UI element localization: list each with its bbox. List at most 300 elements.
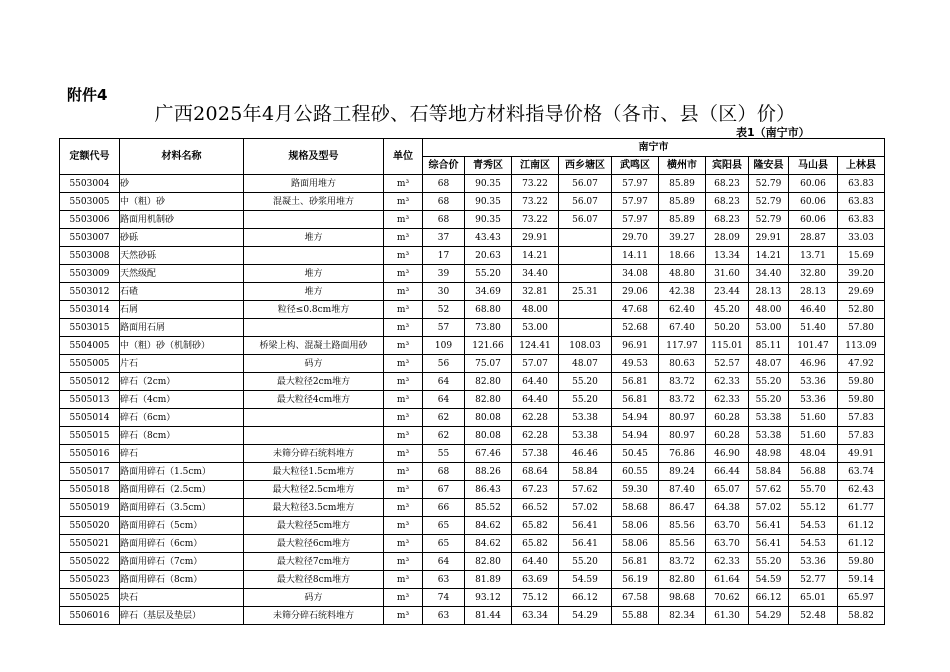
cell-price: 29.91 bbox=[512, 229, 559, 247]
table-row bbox=[60, 391, 885, 409]
cell-spec: 路面用堆方 bbox=[244, 175, 384, 193]
cell-spec: 最大粒径5cm堆方 bbox=[244, 517, 384, 535]
cell-price: 65.07 bbox=[706, 481, 749, 499]
cell-price: 46.40 bbox=[789, 301, 838, 319]
cell-price: 57.97 bbox=[612, 175, 659, 193]
cell-price: 55.12 bbox=[789, 499, 838, 517]
cell-price: 39.27 bbox=[659, 229, 706, 247]
cell-price: 48.00 bbox=[512, 301, 559, 319]
cell-unit: m³ bbox=[384, 373, 423, 391]
header-column: 综合价 bbox=[423, 157, 465, 175]
cell-price: 85.89 bbox=[659, 175, 706, 193]
table-row bbox=[60, 211, 885, 229]
cell-spec bbox=[244, 247, 384, 265]
cell-price: 61.77 bbox=[838, 499, 885, 517]
cell-price: 42.38 bbox=[659, 283, 706, 301]
cell-spec bbox=[244, 409, 384, 427]
cell-price: 53.38 bbox=[749, 409, 789, 427]
cell-price: 96.91 bbox=[612, 337, 659, 355]
cell-price: 90.35 bbox=[465, 175, 512, 193]
cell-price: 90.35 bbox=[465, 211, 512, 229]
cell-price: 33.03 bbox=[838, 229, 885, 247]
cell-price: 52.79 bbox=[749, 193, 789, 211]
table-row bbox=[60, 553, 885, 571]
cell-price: 48.07 bbox=[559, 355, 612, 373]
cell-price: 62.33 bbox=[706, 553, 749, 571]
header-column: 宾阳县 bbox=[706, 157, 749, 175]
price-table bbox=[59, 138, 885, 625]
cell-price: 84.62 bbox=[465, 517, 512, 535]
cell-price: 18.66 bbox=[659, 247, 706, 265]
table-row bbox=[60, 265, 885, 283]
cell-price: 68.23 bbox=[706, 211, 749, 229]
cell-composite-price: 63 bbox=[423, 571, 465, 589]
cell-price: 29.70 bbox=[612, 229, 659, 247]
cell-price: 82.80 bbox=[465, 373, 512, 391]
cell-price: 29.91 bbox=[749, 229, 789, 247]
cell-price: 56.07 bbox=[559, 211, 612, 229]
cell-price: 57.83 bbox=[838, 427, 885, 445]
cell-code: 5505017 bbox=[60, 463, 120, 481]
header-column: 青秀区 bbox=[465, 157, 512, 175]
cell-price: 81.89 bbox=[465, 571, 512, 589]
cell-code: 5505021 bbox=[60, 535, 120, 553]
cell-unit: m³ bbox=[384, 175, 423, 193]
cell-price: 57.62 bbox=[749, 481, 789, 499]
cell-composite-price: 64 bbox=[423, 553, 465, 571]
cell-unit: m³ bbox=[384, 427, 423, 445]
cell-price: 32.80 bbox=[789, 265, 838, 283]
cell-name: 碎石（8cm） bbox=[120, 427, 244, 445]
cell-price: 57.62 bbox=[559, 481, 612, 499]
cell-price: 53.36 bbox=[789, 391, 838, 409]
cell-price: 55.20 bbox=[559, 391, 612, 409]
cell-price: 49.91 bbox=[838, 445, 885, 463]
cell-price: 80.08 bbox=[465, 427, 512, 445]
cell-spec: 码方 bbox=[244, 355, 384, 373]
cell-code: 5503004 bbox=[60, 175, 120, 193]
cell-price: 57.02 bbox=[559, 499, 612, 517]
cell-name: 路面用碎石（7cm） bbox=[120, 553, 244, 571]
cell-price: 62.40 bbox=[659, 301, 706, 319]
cell-price: 64.38 bbox=[706, 499, 749, 517]
cell-price: 63.83 bbox=[838, 193, 885, 211]
cell-price: 67.23 bbox=[512, 481, 559, 499]
cell-price: 53.38 bbox=[559, 409, 612, 427]
cell-price: 80.63 bbox=[659, 355, 706, 373]
cell-price: 52.80 bbox=[838, 301, 885, 319]
cell-unit: m³ bbox=[384, 589, 423, 607]
cell-price: 51.40 bbox=[789, 319, 838, 337]
cell-price: 83.72 bbox=[659, 553, 706, 571]
cell-price: 67.46 bbox=[465, 445, 512, 463]
cell-code: 5503009 bbox=[60, 265, 120, 283]
cell-price bbox=[559, 265, 612, 283]
cell-price: 54.59 bbox=[559, 571, 612, 589]
cell-price: 85.52 bbox=[465, 499, 512, 517]
cell-price bbox=[559, 301, 612, 319]
cell-price: 59.14 bbox=[838, 571, 885, 589]
cell-name: 石屑 bbox=[120, 301, 244, 319]
cell-price: 58.82 bbox=[838, 607, 885, 625]
cell-price: 80.97 bbox=[659, 427, 706, 445]
cell-price: 53.36 bbox=[789, 553, 838, 571]
cell-price: 73.22 bbox=[512, 175, 559, 193]
cell-price: 101.47 bbox=[789, 337, 838, 355]
header-column: 隆安县 bbox=[749, 157, 789, 175]
cell-price: 66.52 bbox=[512, 499, 559, 517]
table-row bbox=[60, 283, 885, 301]
table-row bbox=[60, 463, 885, 481]
cell-price: 62.28 bbox=[512, 409, 559, 427]
cell-price: 56.41 bbox=[749, 535, 789, 553]
header-column: 西乡塘区 bbox=[559, 157, 612, 175]
table-row bbox=[60, 589, 885, 607]
cell-unit: m³ bbox=[384, 247, 423, 265]
cell-spec: 粒径≤0.8cm堆方 bbox=[244, 301, 384, 319]
cell-price: 85.56 bbox=[659, 535, 706, 553]
cell-unit: m³ bbox=[384, 445, 423, 463]
cell-price: 14.21 bbox=[749, 247, 789, 265]
cell-price: 25.31 bbox=[559, 283, 612, 301]
table-row bbox=[60, 247, 885, 265]
cell-price: 63.69 bbox=[512, 571, 559, 589]
table-row bbox=[60, 445, 885, 463]
table-row bbox=[60, 607, 885, 625]
cell-price: 63.70 bbox=[706, 535, 749, 553]
table-row bbox=[60, 337, 885, 355]
cell-price: 13.71 bbox=[789, 247, 838, 265]
cell-price: 64.40 bbox=[512, 391, 559, 409]
cell-code: 5505023 bbox=[60, 571, 120, 589]
cell-price: 31.60 bbox=[706, 265, 749, 283]
cell-price: 46.96 bbox=[789, 355, 838, 373]
cell-name: 碎石（4cm） bbox=[120, 391, 244, 409]
cell-price: 57.97 bbox=[612, 211, 659, 229]
cell-spec: 未筛分碎石统料堆方 bbox=[244, 607, 384, 625]
cell-price: 62.43 bbox=[838, 481, 885, 499]
cell-price: 73.80 bbox=[465, 319, 512, 337]
cell-price: 28.13 bbox=[789, 283, 838, 301]
cell-name: 碎石（6cm） bbox=[120, 409, 244, 427]
cell-price: 87.40 bbox=[659, 481, 706, 499]
cell-price: 60.06 bbox=[789, 175, 838, 193]
cell-price: 59.30 bbox=[612, 481, 659, 499]
cell-price: 84.62 bbox=[465, 535, 512, 553]
cell-price: 60.06 bbox=[789, 211, 838, 229]
cell-price: 52.77 bbox=[789, 571, 838, 589]
cell-price: 58.68 bbox=[612, 499, 659, 517]
cell-price: 73.22 bbox=[512, 193, 559, 211]
cell-price: 54.94 bbox=[612, 409, 659, 427]
cell-price: 53.38 bbox=[749, 427, 789, 445]
cell-name: 路面用碎石（1.5cm） bbox=[120, 463, 244, 481]
cell-name: 碎石（基层及垫层） bbox=[120, 607, 244, 625]
table-row bbox=[60, 571, 885, 589]
cell-price: 57.02 bbox=[749, 499, 789, 517]
cell-price: 57.80 bbox=[838, 319, 885, 337]
header-column: 马山县 bbox=[789, 157, 838, 175]
cell-price: 56.81 bbox=[612, 553, 659, 571]
table-row bbox=[60, 535, 885, 553]
cell-spec: 最大粒径4cm堆方 bbox=[244, 391, 384, 409]
cell-price: 65.97 bbox=[838, 589, 885, 607]
table-row bbox=[60, 499, 885, 517]
cell-price: 15.69 bbox=[838, 247, 885, 265]
cell-unit: m³ bbox=[384, 409, 423, 427]
cell-composite-price: 56 bbox=[423, 355, 465, 373]
cell-unit: m³ bbox=[384, 301, 423, 319]
cell-price: 115.01 bbox=[706, 337, 749, 355]
table-row bbox=[60, 319, 885, 337]
cell-price: 63.83 bbox=[838, 211, 885, 229]
cell-price: 53.38 bbox=[559, 427, 612, 445]
cell-composite-price: 67 bbox=[423, 481, 465, 499]
cell-price: 64.40 bbox=[512, 373, 559, 391]
cell-price: 82.34 bbox=[659, 607, 706, 625]
cell-unit: m³ bbox=[384, 283, 423, 301]
cell-composite-price: 62 bbox=[423, 427, 465, 445]
cell-price: 55.70 bbox=[789, 481, 838, 499]
cell-code: 5505015 bbox=[60, 427, 120, 445]
cell-price: 56.88 bbox=[789, 463, 838, 481]
cell-unit: m³ bbox=[384, 391, 423, 409]
header-unit: 单位 bbox=[384, 139, 423, 175]
cell-spec: 堆方 bbox=[244, 283, 384, 301]
cell-name: 路面用碎石（3.5cm） bbox=[120, 499, 244, 517]
cell-price: 61.12 bbox=[838, 517, 885, 535]
cell-name: 路面用碎石（2.5cm） bbox=[120, 481, 244, 499]
cell-price: 63.70 bbox=[706, 517, 749, 535]
cell-name: 碎石（2cm） bbox=[120, 373, 244, 391]
table-row bbox=[60, 175, 885, 193]
cell-composite-price: 55 bbox=[423, 445, 465, 463]
cell-price: 29.06 bbox=[612, 283, 659, 301]
cell-price: 65.82 bbox=[512, 517, 559, 535]
cell-composite-price: 65 bbox=[423, 517, 465, 535]
cell-price: 85.89 bbox=[659, 211, 706, 229]
cell-composite-price: 74 bbox=[423, 589, 465, 607]
cell-price: 51.60 bbox=[789, 427, 838, 445]
cell-price: 56.07 bbox=[559, 175, 612, 193]
cell-unit: m³ bbox=[384, 319, 423, 337]
cell-code: 5505012 bbox=[60, 373, 120, 391]
cell-name: 石碴 bbox=[120, 283, 244, 301]
cell-composite-price: 66 bbox=[423, 499, 465, 517]
cell-price: 86.47 bbox=[659, 499, 706, 517]
cell-price: 59.80 bbox=[838, 553, 885, 571]
cell-name: 路面用石屑 bbox=[120, 319, 244, 337]
cell-price: 61.64 bbox=[706, 571, 749, 589]
cell-price: 58.84 bbox=[749, 463, 789, 481]
cell-price: 121.66 bbox=[465, 337, 512, 355]
cell-price: 57.38 bbox=[512, 445, 559, 463]
cell-name: 片石 bbox=[120, 355, 244, 373]
cell-price: 58.84 bbox=[559, 463, 612, 481]
cell-price: 48.98 bbox=[749, 445, 789, 463]
cell-price: 28.09 bbox=[706, 229, 749, 247]
cell-price: 54.94 bbox=[612, 427, 659, 445]
cell-name: 砂砾 bbox=[120, 229, 244, 247]
header-name: 材料名称 bbox=[120, 139, 244, 175]
cell-composite-price: 68 bbox=[423, 211, 465, 229]
cell-price: 55.20 bbox=[749, 373, 789, 391]
cell-price: 14.21 bbox=[512, 247, 559, 265]
cell-price: 75.07 bbox=[465, 355, 512, 373]
cell-price: 45.20 bbox=[706, 301, 749, 319]
cell-composite-price: 109 bbox=[423, 337, 465, 355]
cell-composite-price: 65 bbox=[423, 535, 465, 553]
cell-price: 56.07 bbox=[559, 193, 612, 211]
cell-spec bbox=[244, 427, 384, 445]
cell-price: 55.20 bbox=[749, 553, 789, 571]
cell-unit: m³ bbox=[384, 211, 423, 229]
cell-price: 83.72 bbox=[659, 373, 706, 391]
cell-spec: 最大粒径7cm堆方 bbox=[244, 553, 384, 571]
cell-price: 57.07 bbox=[512, 355, 559, 373]
cell-price: 55.20 bbox=[559, 553, 612, 571]
cell-price: 83.72 bbox=[659, 391, 706, 409]
cell-code: 5505020 bbox=[60, 517, 120, 535]
cell-spec: 混凝土、砂浆用堆方 bbox=[244, 193, 384, 211]
cell-composite-price: 64 bbox=[423, 373, 465, 391]
cell-price: 55.20 bbox=[465, 265, 512, 283]
cell-code: 5504005 bbox=[60, 337, 120, 355]
cell-price: 68.64 bbox=[512, 463, 559, 481]
cell-unit: m³ bbox=[384, 265, 423, 283]
cell-unit: m³ bbox=[384, 337, 423, 355]
cell-price: 34.08 bbox=[612, 265, 659, 283]
cell-spec: 桥梁上构、混凝土路面用砂 bbox=[244, 337, 384, 355]
cell-price: 68.80 bbox=[465, 301, 512, 319]
cell-code: 5505018 bbox=[60, 481, 120, 499]
cell-code: 5505022 bbox=[60, 553, 120, 571]
cell-price: 66.44 bbox=[706, 463, 749, 481]
cell-price: 67.40 bbox=[659, 319, 706, 337]
header-region: 南宁市 bbox=[423, 139, 885, 157]
cell-code: 5503005 bbox=[60, 193, 120, 211]
cell-price: 48.04 bbox=[789, 445, 838, 463]
cell-spec: 堆方 bbox=[244, 265, 384, 283]
cell-code: 5503012 bbox=[60, 283, 120, 301]
header-code: 定额代号 bbox=[60, 139, 120, 175]
cell-composite-price: 37 bbox=[423, 229, 465, 247]
cell-price: 20.63 bbox=[465, 247, 512, 265]
cell-price: 62.28 bbox=[512, 427, 559, 445]
cell-price: 86.43 bbox=[465, 481, 512, 499]
cell-price: 85.89 bbox=[659, 193, 706, 211]
cell-code: 5505014 bbox=[60, 409, 120, 427]
cell-price: 85.56 bbox=[659, 517, 706, 535]
cell-name: 路面用碎石（5cm） bbox=[120, 517, 244, 535]
cell-price: 55.20 bbox=[749, 391, 789, 409]
attachment-label: 附件4 bbox=[67, 86, 108, 104]
cell-spec bbox=[244, 211, 384, 229]
cell-price: 54.29 bbox=[559, 607, 612, 625]
cell-price: 93.12 bbox=[465, 589, 512, 607]
cell-code: 5505005 bbox=[60, 355, 120, 373]
cell-price: 82.80 bbox=[659, 571, 706, 589]
cell-price: 52.68 bbox=[612, 319, 659, 337]
cell-code: 5503007 bbox=[60, 229, 120, 247]
cell-spec: 未筛分碎石统料堆方 bbox=[244, 445, 384, 463]
cell-composite-price: 57 bbox=[423, 319, 465, 337]
cell-price: 68.23 bbox=[706, 175, 749, 193]
cell-price: 89.24 bbox=[659, 463, 706, 481]
cell-price: 64.40 bbox=[512, 553, 559, 571]
cell-price: 80.97 bbox=[659, 409, 706, 427]
cell-price: 60.28 bbox=[706, 427, 749, 445]
cell-price: 56.41 bbox=[559, 517, 612, 535]
cell-unit: m³ bbox=[384, 499, 423, 517]
cell-price: 62.33 bbox=[706, 373, 749, 391]
cell-code: 5503006 bbox=[60, 211, 120, 229]
cell-price: 54.59 bbox=[749, 571, 789, 589]
cell-price: 80.08 bbox=[465, 409, 512, 427]
cell-composite-price: 39 bbox=[423, 265, 465, 283]
table-body bbox=[60, 175, 885, 625]
cell-price: 113.09 bbox=[838, 337, 885, 355]
cell-code: 5506016 bbox=[60, 607, 120, 625]
cell-unit: m³ bbox=[384, 229, 423, 247]
cell-price: 63.34 bbox=[512, 607, 559, 625]
cell-composite-price: 63 bbox=[423, 607, 465, 625]
table-row bbox=[60, 517, 885, 535]
cell-name: 路面用碎石（8cm） bbox=[120, 571, 244, 589]
table-row bbox=[60, 427, 885, 445]
cell-price: 59.80 bbox=[838, 373, 885, 391]
cell-composite-price: 52 bbox=[423, 301, 465, 319]
cell-code: 5503014 bbox=[60, 301, 120, 319]
cell-price: 54.29 bbox=[749, 607, 789, 625]
table-subtitle: 表1（南宁市） bbox=[736, 126, 810, 139]
cell-name: 天然级配 bbox=[120, 265, 244, 283]
cell-price: 13.34 bbox=[706, 247, 749, 265]
cell-price: 59.80 bbox=[838, 391, 885, 409]
cell-price: 67.58 bbox=[612, 589, 659, 607]
cell-price: 75.12 bbox=[512, 589, 559, 607]
cell-name: 路面用机制砂 bbox=[120, 211, 244, 229]
cell-price: 47.68 bbox=[612, 301, 659, 319]
cell-price: 58.06 bbox=[612, 535, 659, 553]
cell-price: 54.53 bbox=[789, 535, 838, 553]
cell-price: 43.43 bbox=[465, 229, 512, 247]
cell-price: 53.36 bbox=[789, 373, 838, 391]
cell-composite-price: 30 bbox=[423, 283, 465, 301]
table-row bbox=[60, 481, 885, 499]
cell-unit: m³ bbox=[384, 571, 423, 589]
table-row bbox=[60, 229, 885, 247]
cell-price: 63.74 bbox=[838, 463, 885, 481]
header-column: 上林县 bbox=[838, 157, 885, 175]
cell-price: 48.80 bbox=[659, 265, 706, 283]
table-row bbox=[60, 355, 885, 373]
cell-composite-price: 62 bbox=[423, 409, 465, 427]
cell-price: 61.30 bbox=[706, 607, 749, 625]
header-spec: 规格及型号 bbox=[244, 139, 384, 175]
cell-unit: m³ bbox=[384, 553, 423, 571]
cell-price bbox=[559, 229, 612, 247]
cell-unit: m³ bbox=[384, 463, 423, 481]
cell-price: 56.81 bbox=[612, 373, 659, 391]
cell-price: 28.87 bbox=[789, 229, 838, 247]
cell-price: 56.19 bbox=[612, 571, 659, 589]
cell-price: 98.68 bbox=[659, 589, 706, 607]
cell-price: 48.07 bbox=[749, 355, 789, 373]
cell-unit: m³ bbox=[384, 355, 423, 373]
cell-price: 65.82 bbox=[512, 535, 559, 553]
cell-code: 5505016 bbox=[60, 445, 120, 463]
